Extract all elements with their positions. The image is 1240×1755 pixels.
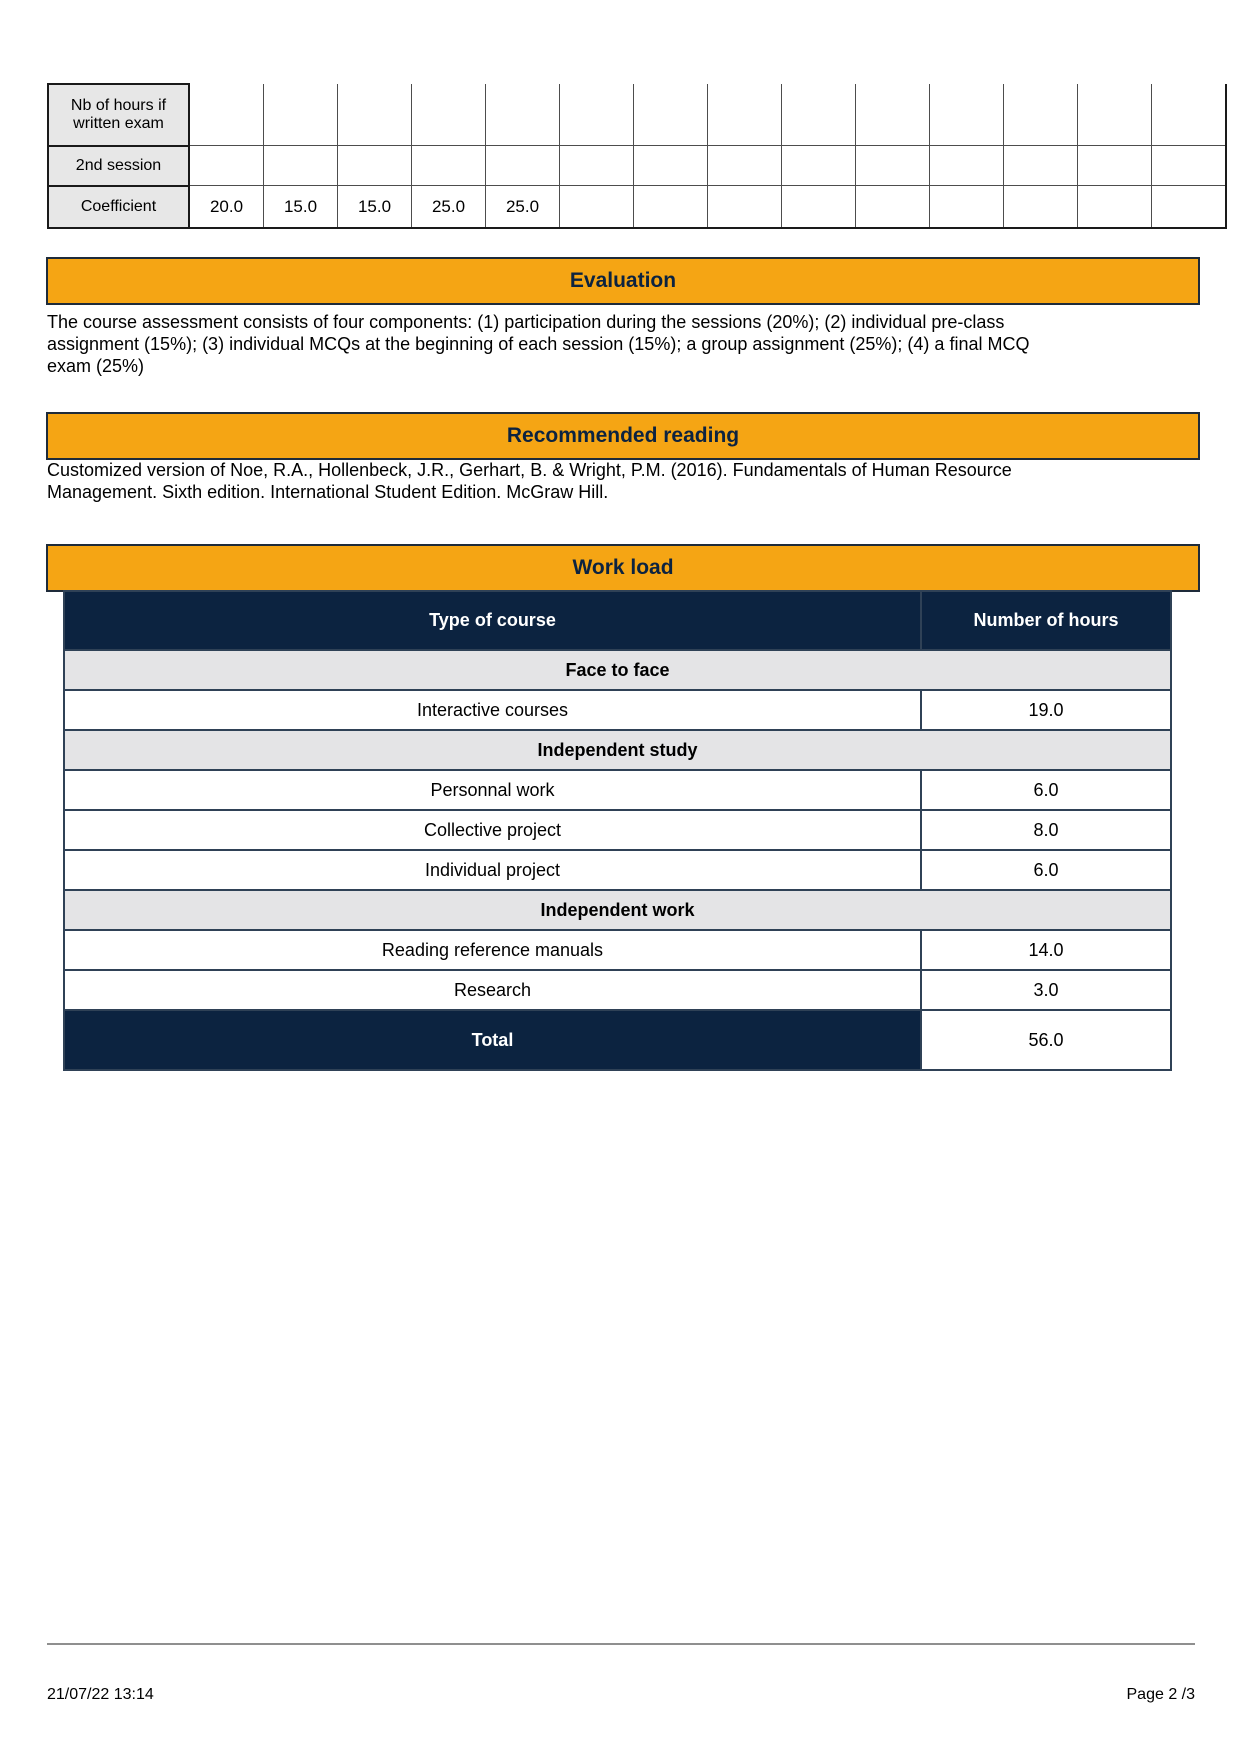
evaluation-text: [47, 311, 1212, 377]
exam-table-row: [48, 186, 1226, 229]
workload-table: [63, 590, 1172, 1071]
workload-label-cell: Interactive courses: [64, 690, 921, 730]
footer-page-number: Page 2 /3: [1126, 1686, 1195, 1703]
workload-total-row: [64, 1010, 1171, 1070]
exam-cell: [856, 146, 930, 186]
workload-value-cell: 3.0: [921, 970, 1171, 1010]
exam-cell: 20.0: [189, 186, 264, 229]
exam-cell: [560, 146, 634, 186]
exam-cell: [486, 84, 560, 146]
recommended-reading-text-line: Customized version of Noe, R.A., Hollenbeck, J.R., Gerhart, B. & Wright, P.M. (2016). Fundamentals of Human Resource: [47, 460, 1012, 480]
exam-cell: [1078, 84, 1152, 146]
workload-value-cell: 14.0: [921, 930, 1171, 970]
footer-divider: [47, 1643, 1195, 1645]
workload-data-row: [64, 810, 1171, 850]
workload-label-cell: Individual project: [64, 850, 921, 890]
workload-data-row: [64, 850, 1171, 890]
workload-section-label: Face to face: [64, 650, 1171, 690]
workload-section-label: Independent study: [64, 730, 1171, 770]
exam-cell: [338, 84, 412, 146]
workload-section-row: [64, 650, 1171, 690]
workload-data-row: [64, 770, 1171, 810]
exam-cell: [634, 146, 708, 186]
workload-label-cell: Research: [64, 970, 921, 1010]
evaluation-text-line: The course assessment consists of four components: (1) participation during the sessions (20%); (2) individual pre-class: [47, 312, 1005, 332]
exam-cell: [264, 84, 338, 146]
exam-table-body: [48, 84, 1226, 228]
exam-cell: [856, 186, 930, 229]
workload-section-label: Independent work: [64, 890, 1171, 930]
exam-cell: 25.0: [486, 186, 560, 229]
exam-cell: [930, 146, 1004, 186]
evaluation-text-line: assignment (15%); (3) individual MCQs at the beginning of each session (15%); a group assignment (25%); (4) a final MCQ: [47, 334, 1030, 354]
exam-cell: [1004, 186, 1078, 229]
exam-cell: [782, 84, 856, 146]
evaluation-text-line: exam (25%): [47, 356, 145, 376]
exam-cell: 15.0: [264, 186, 338, 229]
exam-row-label: Coefficient: [48, 186, 189, 229]
workload-data-row: [64, 930, 1171, 970]
workload-value-cell: 6.0: [921, 850, 1171, 890]
exam-table-row: [48, 146, 1226, 186]
exam-cell: [708, 84, 782, 146]
footer-datetime: 21/07/22 13:14: [47, 1686, 154, 1703]
exam-cell: [708, 186, 782, 229]
workload-label-cell: Reading reference manuals: [64, 930, 921, 970]
recommended-reading-text: [47, 459, 1212, 503]
exam-cell: [930, 84, 1004, 146]
workload-header-row: [64, 591, 1171, 650]
exam-cell: [1004, 146, 1078, 186]
exam-row-label: Nb of hours if written exam: [48, 84, 189, 146]
exam-table-row: [48, 84, 1226, 146]
exam-cell: [1152, 146, 1227, 186]
exam-cell: [634, 186, 708, 229]
workload-value-cell: 56.0: [921, 1010, 1171, 1070]
workload-data-row: [64, 690, 1171, 730]
workload-value-cell: 19.0: [921, 690, 1171, 730]
workload-section-row: [64, 890, 1171, 930]
recommended-reading-text-line: Management. Sixth edition. International Student Edition. McGraw Hill.: [47, 482, 609, 502]
exam-hours-table: [47, 83, 1227, 229]
exam-cell: [1078, 186, 1152, 229]
exam-cell: [412, 84, 486, 146]
exam-cell: [782, 186, 856, 229]
workload-label-cell: Personnal work: [64, 770, 921, 810]
exam-cell: [1078, 146, 1152, 186]
exam-cell: [930, 186, 1004, 229]
exam-cell: [412, 146, 486, 186]
exam-cell: [189, 84, 264, 146]
exam-cell: [782, 146, 856, 186]
page-footer: [47, 1686, 1195, 1704]
exam-cell: [1152, 84, 1227, 146]
exam-cell: 25.0: [412, 186, 486, 229]
exam-cell: [856, 84, 930, 146]
exam-row-label: 2nd session: [48, 146, 189, 186]
exam-cell: [634, 84, 708, 146]
exam-cell: [486, 146, 560, 186]
workload-type-of-course-header: Type of course: [64, 591, 921, 650]
workload-section-row: [64, 730, 1171, 770]
exam-cell: [560, 186, 634, 229]
workload-section-header: Work load: [46, 544, 1200, 592]
exam-cell: [560, 84, 634, 146]
exam-cell: [708, 146, 782, 186]
workload-label-cell: Total: [64, 1010, 921, 1070]
workload-table-body: [64, 591, 1171, 1070]
exam-cell: 15.0: [338, 186, 412, 229]
exam-cell: [338, 146, 412, 186]
workload-value-cell: 6.0: [921, 770, 1171, 810]
workload-data-row: [64, 970, 1171, 1010]
exam-cell: [264, 146, 338, 186]
recommended-reading-section-header: Recommended reading: [46, 412, 1200, 460]
exam-cell: [1004, 84, 1078, 146]
workload-label-cell: Collective project: [64, 810, 921, 850]
exam-cell: [189, 146, 264, 186]
workload-number-of-hours-header: Number of hours: [921, 591, 1171, 650]
exam-cell: [1152, 186, 1227, 229]
evaluation-section-header: Evaluation: [46, 257, 1200, 305]
workload-value-cell: 8.0: [921, 810, 1171, 850]
